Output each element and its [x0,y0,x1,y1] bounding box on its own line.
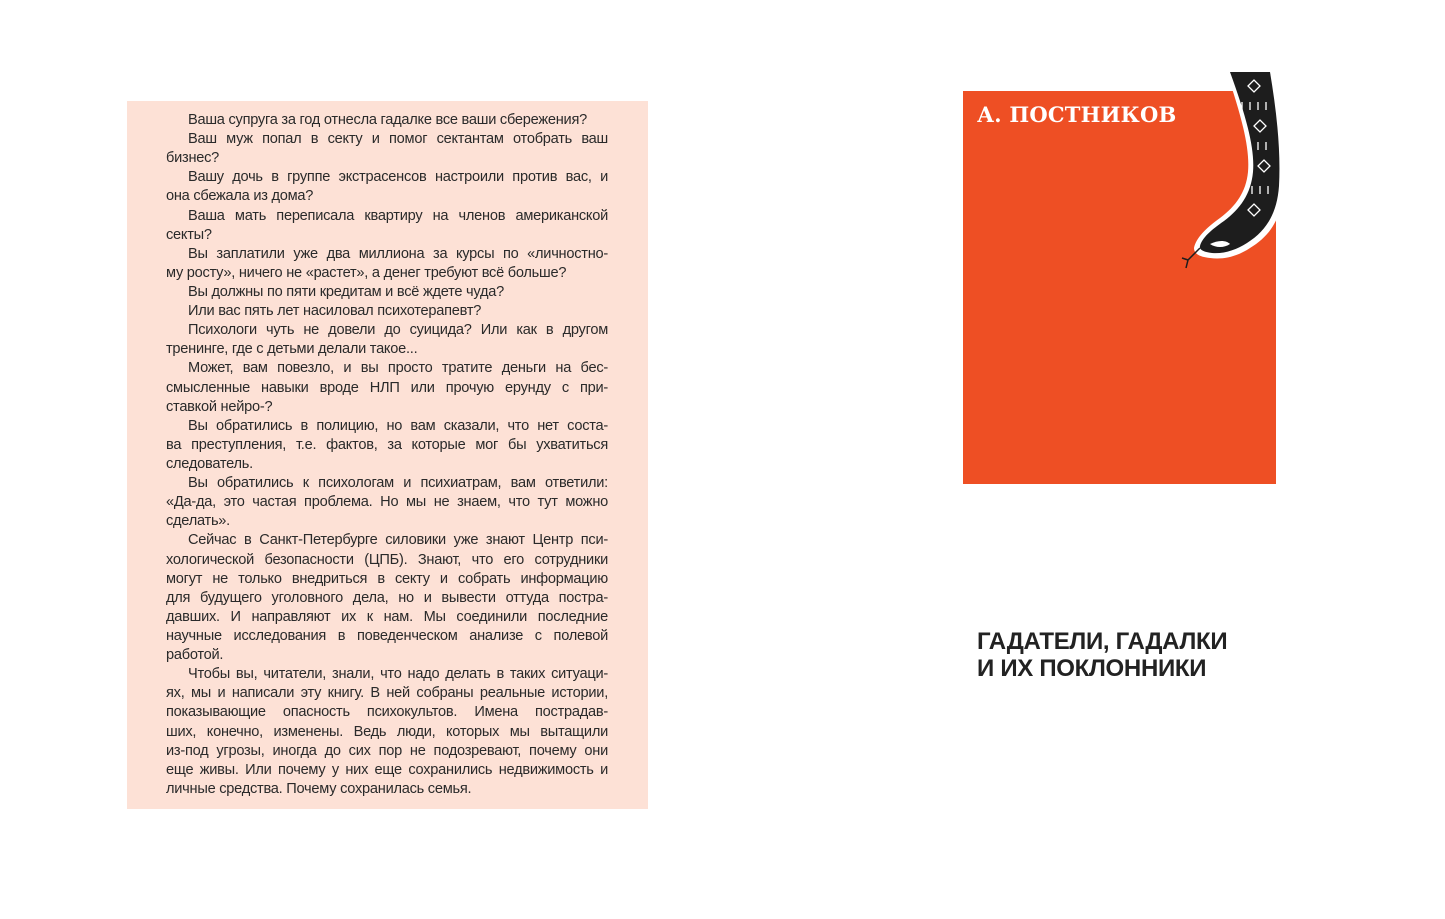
annotation-line: секты? [166,226,212,243]
annotation-line: смысленные навыки вроде НЛП или прочую ерунду с при- [166,379,608,396]
annotation-line: показывающие опасность психокультов. Имена пострадав- [166,704,608,721]
annotation-line: научные исследования в поведенческом анализе с полевой [166,627,608,644]
annotation-line: Психологи чуть не довели до суицида? Или как в другом [188,322,608,339]
annotation-line: из-под угрозы, иногда до сих пор не подозревают, почему они [166,742,608,759]
annotation-line: му росту», ничего не «растет», а денег требуют всё больше? [166,264,567,281]
annotation-line: Ваш муж попал в секту и помог сектантам отобрать ваш [188,131,608,148]
annotation-paragraph [166,531,608,665]
annotation-line: следователь. [166,455,253,472]
annotation-line: личные средства. Почему сохранилась семья. [166,780,472,797]
annotation-line: ставкой нейро-? [166,398,273,415]
annotation-text [166,111,608,799]
annotation-line: Вы обратились в полицию, но вам сказали, что нет соста- [188,417,608,434]
annotation-line: тренинге, где с детьми делали такое... [166,341,418,358]
annotation-line: для будущего уголовного дела, но и вывести оттуда постра- [166,589,608,606]
annotation-paragraph [166,417,608,474]
annotation-line: она сбежала из дома? [166,188,314,205]
annotation-paragraph [166,111,608,130]
annotation-paragraph [166,283,608,302]
cover-author: А. ПОСТНИКОВ [977,102,1177,127]
annotation-paragraph [166,130,608,168]
annotation-paragraph [166,245,608,283]
annotation-line: ях, мы и написали эту книгу. В ней собраны реальные истории, [166,685,608,702]
snake-icon [1180,68,1290,278]
book-title-line-2: И ИХ ПОКЛОННИКИ [977,655,1207,682]
annotation-line: давших. И направляют их к нам. Мы соединили последние [166,608,608,625]
annotation-paragraph [166,302,608,321]
annotation-paragraph [166,665,608,799]
book-title [977,628,1227,682]
annotation-paragraph [166,207,608,245]
annotation-line: ших, конечно, изменены. Ведь люди, которых мы вытащили [166,723,608,740]
annotation-paragraph [166,359,608,416]
annotation-line: Вашу дочь в группе экстрасенсов настроили против вас, и [188,169,608,186]
annotation-line: Вы должны по пяти кредитам и всё ждете чуда? [188,283,504,300]
annotation-line: сделать». [166,513,230,530]
annotation-paragraph [166,168,608,206]
annotation-line: Чтобы вы, читатели, знали, что надо делать в таких ситуаци- [188,666,608,683]
annotation-line: Ваша мать переписала квартиру на членов американской [188,207,608,224]
annotation-line: ва преступления, т.е. фактов, за которые мог бы ухватиться [166,436,608,453]
annotation-paragraph [166,321,608,359]
annotation-line: хологической безопасности (ЦПБ). Знают, что его сотрудники [166,551,608,568]
annotation-line: работой. [166,647,224,664]
annotation-line: Ваша супруга за год отнесла гадалке все ваши сбережения? [188,112,587,128]
annotation-line: «Да-да, это частая проблема. Но мы не знаем, что тут можно [166,494,608,511]
annotation-line: еще живы. Или почему у них еще сохранились недвижимость и [166,761,608,778]
annotation-line: Вы обратились к психологам и психиатрам, вам ответили: [188,475,608,492]
annotation-paragraph [166,474,608,531]
book-title-line-1: ГАДАТЕЛИ, ГАДАЛКИ [977,628,1228,655]
annotation-line: Сейчас в Санкт-Петербурге силовики уже знают Центр пси- [188,532,608,549]
annotation-line: могут не только внедриться в секту и собрать информацию [166,570,608,587]
annotation-line: Может, вам повезло, и вы просто тратите деньги на бес- [188,360,608,377]
annotation-line: Или вас пять лет насиловал психотерапевт? [188,303,482,320]
annotation-line: Вы заплатили уже два миллиона за курсы по «личностно- [188,245,608,262]
annotation-panel [127,101,648,809]
annotation-line: бизнес? [166,150,220,167]
